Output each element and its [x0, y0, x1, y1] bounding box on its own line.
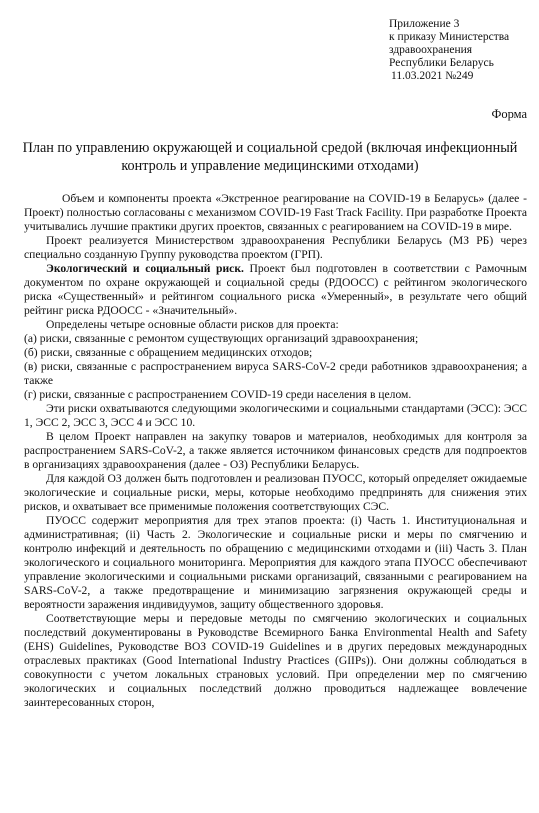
- risk-area-a: (а) риски, связанные с ремонтом существующих организаций здравоохранения;: [24, 332, 419, 345]
- paragraph-measures: Соответствующие меры и передовые методы по смягчению экологических и социальных последствий документированы в Руководстве Всемирного Банка Environmental Health and Safety (EHS) Guidelines, Руководстве ВОЗ COVID-19 Guidelines и в других передовых международных отраслевых практиках (Good International Industry Practices (GIIPs)). Они должны соблюдаться в совокупности с учетом локальных страновых условий. При определении мер по смягчению экологических и социальных последствий должно проводиться надлежащее вовлечение заинтересованных сторон,: [24, 612, 527, 709]
- paragraph-standards: Эти риски охватываются следующими экологическими и социальными стандартами (ЭСС): ЭСС 1, ЭСС 2, ЭСС 3, ЭСС 4 и ЭСС 10.: [24, 402, 527, 429]
- paragraph-esmp: Для каждой ОЗ должен быть подготовлен и реализован ПУОСС, который определяет ожидаемые экологические и социальные риски, меры, которые необходимо предпринять для снижения этих рисков, и охватывает все применимые положения соответствующих СЭС.: [24, 472, 527, 513]
- appendix-line-4: Республики Беларусь: [389, 56, 494, 69]
- appendix-block: [389, 18, 537, 83]
- appendix-line-5: 11.03.2021 №249: [391, 69, 474, 82]
- appendix-line-3: здравоохранения: [389, 43, 473, 56]
- risk-area-b: (б) риски, связанные с обращением медицинских отходов;: [24, 346, 313, 359]
- document-title: План по управлению окружающей и социальной средой (включая инфекционный контроль и управление медицинскими отходами): [22, 140, 518, 174]
- appendix-line-1: Приложение 3: [389, 18, 460, 30]
- paragraph-risk: [24, 262, 527, 318]
- paragraph-implementation: Проект реализуется Министерством здравоохранения Республики Беларусь (МЗ РБ) через специально созданную Группу руководства проектом (ГРП).: [24, 234, 527, 261]
- document-body: [24, 192, 527, 710]
- form-label: Форма: [491, 107, 527, 121]
- paragraph-overall: В целом Проект направлен на закупку товаров и материалов, необходимых для контроля за распространением SARS-CoV-2, а также является источником финансовых средств для подпроектов в организациях здравоохранения (далее - ОЗ) Республики Беларусь.: [24, 430, 527, 471]
- risk-area-d: (г) риски, связанные с распространением COVID-19 среди населения в целом.: [24, 388, 412, 401]
- risk-text: Проект был подготовлен в соответствии с Рамочным документом по охране окружающей и социальной среды (РДООСС) с рейтингом экологического риска «Существенный» и рейтингом социального риска «Умеренный», в результате чего общий рейтинг риска РДООСС - «Значительный».: [24, 262, 527, 317]
- risk-heading: Экологический и социальный риск.: [46, 262, 244, 275]
- paragraph-risk-areas: Определены четыре основные области рисков для проекта:: [46, 318, 339, 331]
- risk-area-c: (в) риски, связанные с распространением вируса SARS-CoV-2 среди работников здравоохранения; а также: [24, 360, 527, 387]
- paragraph-esmp-content: ПУОСС содержит мероприятия для трех этапов проекта: (i) Часть 1. Институциональная и административная; (ii) Часть 2. Экологические и социальные риски и меры по смягчению и контролю инфекций и деятельность по обращению с медицинскими отходами и (iii) Часть 3. План экологического и социального мониторинга. Мероприятия для каждого этапа ПУОСС обеспечивают управление экологическими и социальными рисками организаций, связанными с реагированием на SARS-CoV-2, а также предотвращение и минимизацию загрязнения окружающей среды и вероятности заражения индивидуумов, защиту общественного здоровья.: [24, 514, 527, 611]
- paragraph-scope: Объем и компоненты проекта «Экстренное реагирование на COVID-19 в Беларусь» (далее - Проект) полностью согласованы с механизмом COVID-19 Fast Track Facility. При разработке Проекта учитывались лучшие практики других проектов, связанных с реагированием на COVID-19 в мире.: [24, 192, 527, 233]
- appendix-line-2: к приказу Министерства: [389, 30, 510, 43]
